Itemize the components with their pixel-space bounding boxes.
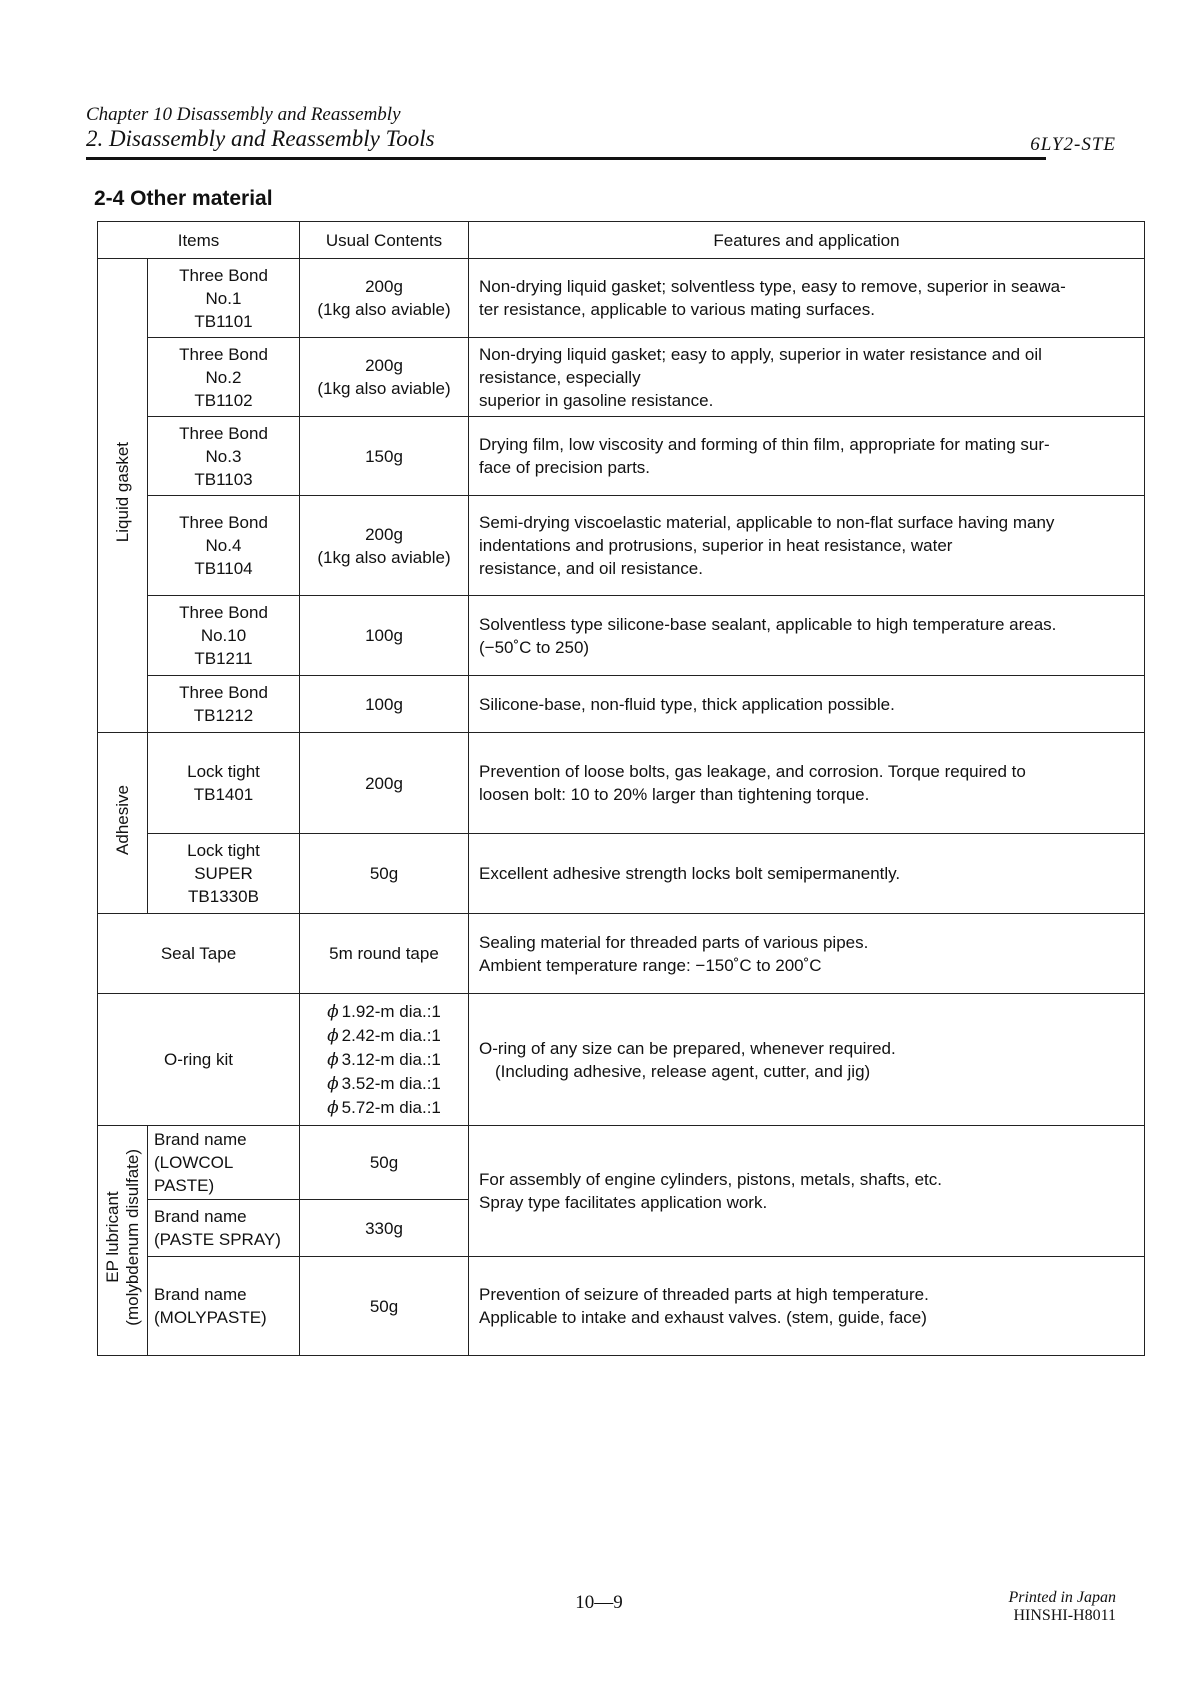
chapter-title: Chapter 10 Disassembly and Reassembly bbox=[86, 104, 401, 125]
contents-cell: 200g (1kg also aviable) bbox=[300, 496, 469, 596]
table-row bbox=[98, 259, 1145, 338]
contents-cell: 200g (1kg also aviable) bbox=[300, 338, 469, 417]
features-cell: Drying film, low viscosity and forming of thin film, appropriate for mating sur- face of precision parts. bbox=[469, 417, 1145, 496]
table-row bbox=[98, 496, 1145, 596]
features-cell: Non-drying liquid gasket; solventless type, easy to remove, superior in seawa- ter resistance, applicable to various mating surfaces. bbox=[469, 259, 1145, 338]
item-cell: Brand name (LOWCOL PASTE) bbox=[148, 1126, 300, 1200]
diameter-symbol: ϕ bbox=[327, 1097, 339, 1118]
features-cell: Prevention of seizure of threaded parts at high temperature. Applicable to intake and exhaust valves. (stem, guide, face) bbox=[469, 1257, 1145, 1356]
item-cell: Three Bond TB1212 bbox=[148, 676, 300, 733]
features-cell: Non-drying liquid gasket; easy to apply, superior in water resistance and oil resistance, especially superior in gasoline resistance. bbox=[469, 338, 1145, 417]
features-cell: Prevention of loose bolts, gas leakage, and corrosion. Torque required to loosen bolt: 10 to 20% larger than tightening torque. bbox=[469, 733, 1145, 834]
item-cell: Lock tight SUPER TB1330B bbox=[148, 834, 300, 914]
table-row bbox=[98, 1126, 1145, 1200]
diameter-symbol: ϕ bbox=[327, 1025, 339, 1046]
table-row bbox=[98, 338, 1145, 417]
item-cell: Three Bond No.10 TB1211 bbox=[148, 596, 300, 676]
table-row bbox=[98, 834, 1145, 914]
features-cell: Solventless type silicone-base sealant, applicable to high temperature areas. (−50˚C to 250) bbox=[469, 596, 1145, 676]
features-cell: Excellent adhesive strength locks bolt semipermanently. bbox=[469, 834, 1145, 914]
diameter-symbol: ϕ bbox=[327, 1001, 339, 1022]
contents-cell: 100g bbox=[300, 596, 469, 676]
table-row bbox=[98, 676, 1145, 733]
contents-cell: 50g bbox=[300, 1126, 469, 1200]
item-cell: Three Bond No.3 TB1103 bbox=[148, 417, 300, 496]
category-ep-lubricant: EP lubricant (molybdenum disulfate) bbox=[98, 1126, 148, 1356]
item-cell: Three Bond No.2 TB1102 bbox=[148, 338, 300, 417]
item-cell: Lock tight TB1401 bbox=[148, 733, 300, 834]
materials-table bbox=[97, 221, 1145, 1356]
item-cell: O-ring kit bbox=[98, 994, 300, 1126]
contents-cell: 200g (1kg also aviable) bbox=[300, 259, 469, 338]
contents-cell: 100g bbox=[300, 676, 469, 733]
table-row bbox=[98, 914, 1145, 994]
item-cell: Three Bond No.4 TB1104 bbox=[148, 496, 300, 596]
item-cell: Brand name (PASTE SPRAY) bbox=[148, 1200, 300, 1257]
page-number: 10—9 bbox=[575, 1592, 623, 1613]
features-cell: For assembly of engine cylinders, pistons, metals, shafts, etc. Spray type facilitates application work. bbox=[469, 1126, 1145, 1257]
header-rule bbox=[86, 157, 1046, 160]
table-row bbox=[98, 596, 1145, 676]
header-features: Features and application bbox=[469, 222, 1145, 259]
contents-cell: 200g bbox=[300, 733, 469, 834]
contents-cell: ϕ 1.92-m dia.:1 ϕ 2.42-m dia.:1 ϕ 3.12-m dia.:1 ϕ 3.52-m dia.:1 ϕ 5.72-m dia.:1 bbox=[300, 994, 469, 1126]
diameter-symbol: ϕ bbox=[327, 1049, 339, 1070]
subsection-heading: 2-4 Other material bbox=[94, 187, 273, 210]
header-contents: Usual Contents bbox=[300, 222, 469, 259]
item-cell: Three Bond No.1 TB1101 bbox=[148, 259, 300, 338]
header-items: Items bbox=[98, 222, 300, 259]
document-code: HINSHI-H8011 bbox=[1013, 1607, 1116, 1624]
diameter-symbol: ϕ bbox=[327, 1073, 339, 1094]
contents-cell: 150g bbox=[300, 417, 469, 496]
table-header-row bbox=[98, 222, 1145, 259]
table-row bbox=[98, 417, 1145, 496]
table-row bbox=[98, 994, 1145, 1126]
features-cell: Silicone-base, non-fluid type, thick application possible. bbox=[469, 676, 1145, 733]
category-adhesive: Adhesive bbox=[98, 733, 148, 914]
category-liquid-gasket: Liquid gasket bbox=[98, 259, 148, 733]
model-code: 6LY2-STE bbox=[1030, 134, 1116, 155]
table-row bbox=[98, 733, 1145, 834]
contents-cell: 330g bbox=[300, 1200, 469, 1257]
features-cell: Sealing material for threaded parts of various pipes. Ambient temperature range: −150˚C to 200˚C bbox=[469, 914, 1145, 994]
item-cell: Seal Tape bbox=[98, 914, 300, 994]
printed-in-label: Printed in Japan bbox=[1008, 1589, 1116, 1606]
contents-cell: 50g bbox=[300, 1257, 469, 1356]
section-title: 2. Disassembly and Reassembly Tools bbox=[86, 126, 435, 151]
features-cell: Semi-drying viscoelastic material, applicable to non-flat surface having many indentations and protrusions, superior in heat resistance, water resistance, and oil resistance. bbox=[469, 496, 1145, 596]
table-row bbox=[98, 1257, 1145, 1356]
item-cell: Brand name (MOLYPASTE) bbox=[148, 1257, 300, 1356]
contents-cell: 5m round tape bbox=[300, 914, 469, 994]
features-cell: O-ring of any size can be prepared, whenever required. (Including adhesive, release agent, cutter, and jig) bbox=[469, 994, 1145, 1126]
contents-cell: 50g bbox=[300, 834, 469, 914]
